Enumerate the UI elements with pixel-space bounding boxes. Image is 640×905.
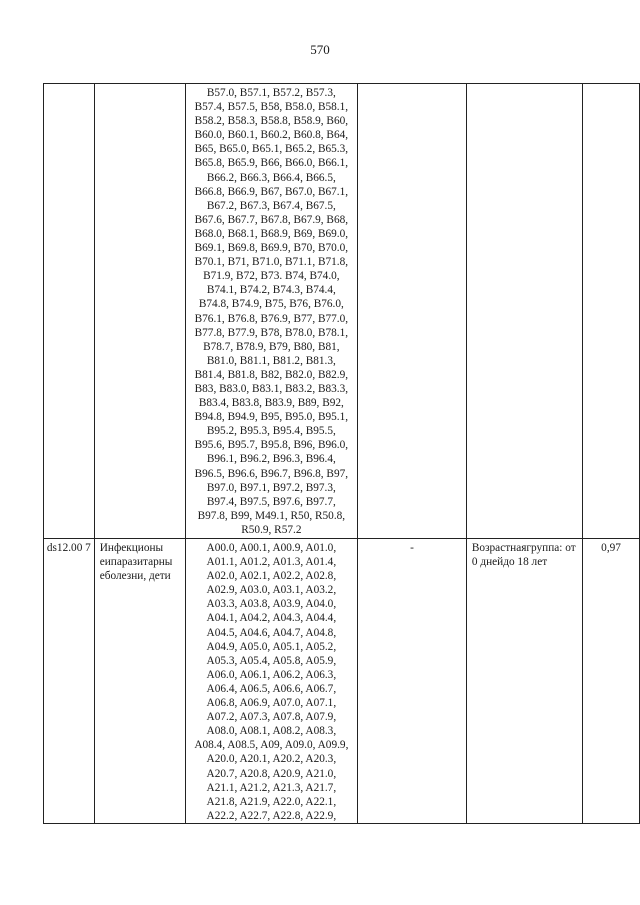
- diagnosis-code-line: B69.1, B69.8, B69.9, B70, B70.0,: [194, 242, 349, 255]
- kslp-code-cell: ds12.00 7: [44, 539, 95, 824]
- diagnosis-code-line: A02.9, A03.0, A03.1, A03.2,: [206, 584, 337, 597]
- diagnosis-code-line: A22.2, A22.7, A22.8, A22.9,: [206, 809, 337, 822]
- diagnosis-code-line: A20.7, A20.8, A20.9, A21.0,: [206, 767, 337, 780]
- diagnosis-code-line: A04.9, A05.0, A05.1, A05.2,: [206, 640, 337, 653]
- diagnosis-code-line: B58.2, B58.3, B58.8, B58.9, B60,: [194, 115, 349, 128]
- diagnosis-code-line: A06.0, A06.1, A06.2, A06.3,: [206, 668, 337, 681]
- diagnosis-code-line: B70.1, B71, B71.0, B71.1, B71.8,: [194, 256, 349, 269]
- table-row: [44, 84, 640, 539]
- extra-criteria-cell: [358, 84, 467, 539]
- diagnosis-code-line: B67.6, B67.7, B67.8, B67.9, B68,: [194, 213, 349, 226]
- diagnosis-codes-cell: [185, 84, 357, 539]
- diagnosis-code-line: A03.3, A03.8, A03.9, A04.0,: [206, 598, 337, 611]
- diagnosis-code-line: A02.0, A02.1, A02.2, A02.8,: [206, 570, 337, 583]
- diagnosis-code-line: B78.7, B78.9, B79, B80, B81,: [203, 340, 340, 353]
- diagnosis-code-line: B94.8, B94.9, B95, B95.0, B95.1,: [194, 411, 349, 424]
- coefficient-cell: 0,97: [583, 539, 640, 824]
- diagnosis-code-line: A08.0, A08.1, A08.2, A08.3,: [206, 725, 337, 738]
- diagnosis-code-line: A20.0, A20.1, A20.2, A20.3,: [206, 753, 337, 766]
- diagnosis-code-line: B97.0, B97.1, B97.2, B97.3,: [206, 481, 336, 494]
- diagnosis-code-line: B71.9, B72, B73. B74, B74.0,: [203, 270, 340, 283]
- diagnosis-code-line: B96.5, B96.6, B96.7, B96.8, B97,: [194, 467, 349, 480]
- diagnosis-code-line: A06.8, A06.9, A07.0, A07.1,: [206, 697, 337, 710]
- diagnosis-code-line: B57.4, B57.5, B58, B58.0, B58.1,: [194, 101, 349, 114]
- diagnosis-code-line: A00.0, A00.1, A00.9, A01.0,: [206, 542, 337, 554]
- diagnosis-code-line: B96.1, B96.2, B96.3, B96.4,: [206, 453, 336, 466]
- page-number: 570: [310, 42, 330, 57]
- diagnosis-codes-cell: [185, 539, 357, 824]
- diagnosis-code-line: B65, B65.0, B65.1, B65.2, B65.3,: [194, 143, 349, 156]
- extra-criteria-cell: -: [358, 539, 467, 824]
- coefficient-cell: [583, 84, 640, 539]
- diagnosis-code-line: B81.0, B81.1, B81.2, B81.3,: [206, 354, 336, 367]
- diagnosis-code-line: B74.1, B74.2, B74.3, B74.4,: [206, 284, 336, 297]
- diagnosis-code-line: B97.8, B99, M49.1, R50, R50.8,: [197, 509, 346, 522]
- group-name-cell: Инфекционы еипаразитарны еболезни, дети: [94, 539, 185, 824]
- tariff-table: [43, 83, 640, 824]
- diagnosis-code-line: B68.0, B68.1, B68.9, B69, B69.0,: [194, 227, 349, 240]
- diagnosis-code-line: A07.2, A07.3, A07.8, A07.9,: [206, 711, 337, 724]
- condition-cell: [466, 84, 582, 539]
- diagnosis-code-line: A04.5, A04.6, A04.7, A04.8,: [206, 626, 337, 639]
- diagnosis-code-line: A04.1, A04.2, A04.3, A04.4,: [206, 612, 337, 625]
- diagnosis-code-line: A21.8, A21.9, A22.0, A22.1,: [206, 795, 337, 808]
- diagnosis-code-line: B95.2, B95.3, B95.4, B95.5,: [206, 425, 336, 438]
- diagnosis-code-line: B66.2, B66.3, B66.4, B66.5,: [206, 171, 336, 184]
- diagnosis-code-line: R50.9, R57.2: [241, 523, 302, 536]
- diagnosis-code-line: B67.2, B67.3, B67.4, B67.5,: [206, 199, 336, 212]
- diagnosis-code-line: A06.4, A06.5, A06.6, A06.7,: [206, 682, 337, 695]
- diagnosis-code-line: A01.1, A01.2, A01.3, A01.4,: [206, 556, 337, 569]
- diagnosis-code-line: B81.4, B81.8, B82, B82.0, B82.9,: [194, 368, 349, 381]
- diagnosis-code-line: B83.4, B83.8, B83.9, B89, B92,: [198, 397, 344, 410]
- condition-cell: Возрастнаягруппа: от 0 днейдо 18 лет: [466, 539, 582, 824]
- diagnosis-code-line: B57.0, B57.1, B57.2, B57.3,: [206, 87, 336, 99]
- diagnosis-code-line: A05.3, A05.4, A05.8, A05.9,: [206, 654, 337, 667]
- table-row: [44, 539, 640, 824]
- diagnosis-code-line: B95.6, B95.7, B95.8, B96, B96.0,: [194, 439, 349, 452]
- diagnosis-code-line: B74.8, B74.9, B75, B76, B76.0,: [198, 298, 344, 311]
- group-name-cell: [94, 84, 185, 539]
- diagnosis-code-line: B65.8, B65.9, B66, B66.0, B66.1,: [194, 157, 349, 170]
- diagnosis-code-line: B60.0, B60.1, B60.2, B60.8, B64,: [194, 129, 349, 142]
- diagnosis-code-line: B97.4, B97.5, B97.6, B97.7,: [206, 495, 336, 508]
- diagnosis-code-line: B83, B83.0, B83.1, B83.2, B83.3,: [194, 382, 349, 395]
- diagnosis-code-line: B77.8, B77.9, B78, B78.0, B78.1,: [194, 326, 349, 339]
- kslp-code-cell: [44, 84, 95, 539]
- diagnosis-code-line: B66.8, B66.9, B67, B67.0, B67.1,: [194, 185, 349, 198]
- diagnosis-code-line: A21.1, A21.2, A21.3, A21.7,: [206, 781, 337, 794]
- diagnosis-code-line: A08.4, A08.5, A09, A09.0, A09.9,: [194, 739, 349, 752]
- diagnosis-code-line: B76.1, B76.8, B76.9, B77, B77.0,: [194, 312, 349, 325]
